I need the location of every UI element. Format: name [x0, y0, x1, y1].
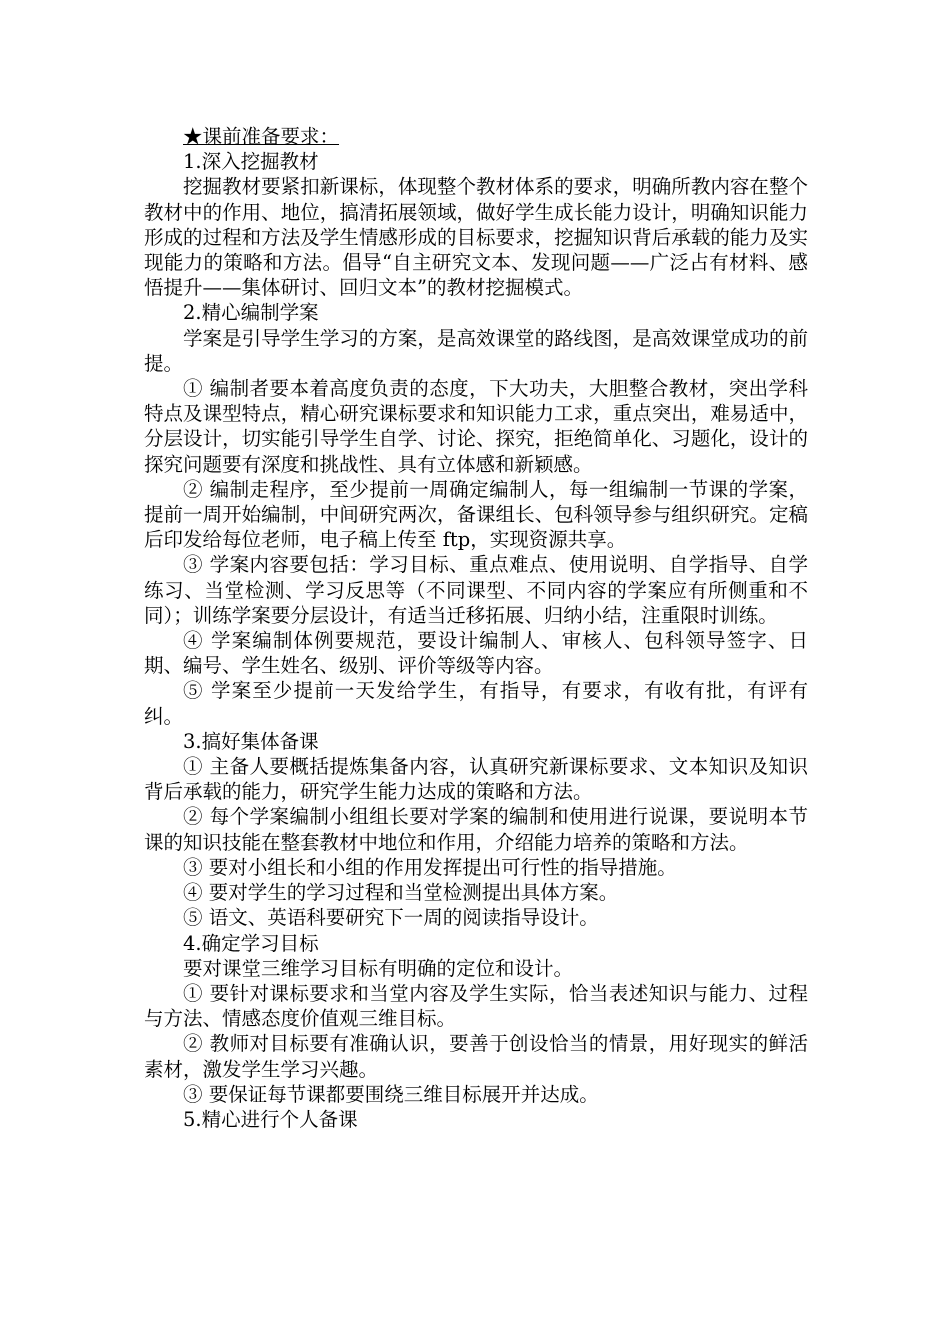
heading-5: 5.精心进行个人备课 — [183, 1107, 358, 1131]
list-item: ① 要针对课标要求和当堂内容及学生实际，恰当表述知识与能力、过程与方法、情感态度价值观三维目标。 — [144, 981, 808, 1031]
paragraph: 要对课堂三维学习目标有明确的定位和设计。 — [183, 956, 574, 980]
list-item: ⑤ 语文、英语科要研究下一周的阅读指导设计。 — [183, 906, 599, 930]
paragraph: 挖掘教材要紧扣新课标，体现整个教材体系的要求，明确所教内容在整个教材中的作用、地位，搞清拓展领域，做好学生成长能力设计，明确知识能力形成的过程和方法及学生情感形成的目标要求，挖掘知识背后承载的能力及实现能力的策略和方法。倡导“自主研究文本、发现问题——广泛占有材料、感悟提升——集体研讨、回归文本”的教材挖掘模式。 — [144, 175, 808, 300]
list-item: ④ 要对学生的学习过程和当堂检测提出具体方案。 — [183, 881, 619, 905]
heading-4: 4.确定学习目标 — [183, 931, 319, 955]
list-item: ③ 要保证每节课都要围绕三维目标展开并达成。 — [183, 1082, 599, 1106]
list-item: ④ 学案编制体例要规范，要设计编制人、审核人、包科领导签字、日期、编号、学生姓名、级别、评价等级等内容。 — [144, 629, 808, 678]
document-body — [144, 124, 808, 1132]
paragraph: 学案是引导学生学习的方案，是高效课堂的路线图，是高效课堂成功的前提。 — [144, 326, 808, 375]
list-item: ③ 学案内容要包括：学习目标、重点难点、使用说明、自学指导、自学练习、当堂检测、学习反思等（不同课型、不同内容的学案应有所侧重和不同）；训练学案要分层设计，有适当迁移拓展、归纳小结，注重限时训练。 — [144, 553, 808, 627]
list-item: ① 主备人要概括提炼集备内容，认真研究新课标要求、文本知识及知识背后承载的能力，研究学生能力达成的策略和方法。 — [144, 755, 808, 804]
heading-1: 1.深入挖掘教材 — [183, 150, 319, 174]
list-item: ② 每个学案编制小组组长要对学案的编制和使用进行说课，要说明本节课的知识技能在整套教材中地位和作用，介绍能力培养的策略和方法。 — [144, 805, 808, 854]
heading-3: 3.搞好集体备课 — [183, 729, 319, 753]
section-title: ★课前准备要求： — [183, 125, 340, 148]
list-item: ② 教师对目标要有准确认识，要善于创设恰当的情景，用好现实的鲜活素材，激发学生学习兴趣。 — [144, 1032, 808, 1081]
list-item: ⑤ 学案至少提前一天发给学生，有指导，有要求，有收有批，有评有纠。 — [144, 679, 808, 728]
heading-2: 2.精心编制学案 — [183, 301, 319, 325]
list-item: ② 编制走程序，至少提前一周确定编制人，每一组编制一节课的学案，提前一周开始编制，中间研究两次，备课组长、包科领导参与组织研究。定稿后印发给每位老师，电子稿上传至 ftp，实现资源共享。 — [144, 477, 808, 552]
list-item: ③ 要对小组长和小组的作用发挥提出可行性的指导措施。 — [183, 855, 677, 879]
list-item: ① 编制者要本着高度负责的态度，下大功夫，大胆整合教材，突出学科特点及课型特点，精心研究课标要求和知识能力工求，重点突出，难易适中，分层设计，切实能引导学生自学、讨论、探究，拒绝简单化、习题化，设计的探究问题要有深度和挑战性、具有立体感和新颖感。 — [144, 377, 808, 476]
